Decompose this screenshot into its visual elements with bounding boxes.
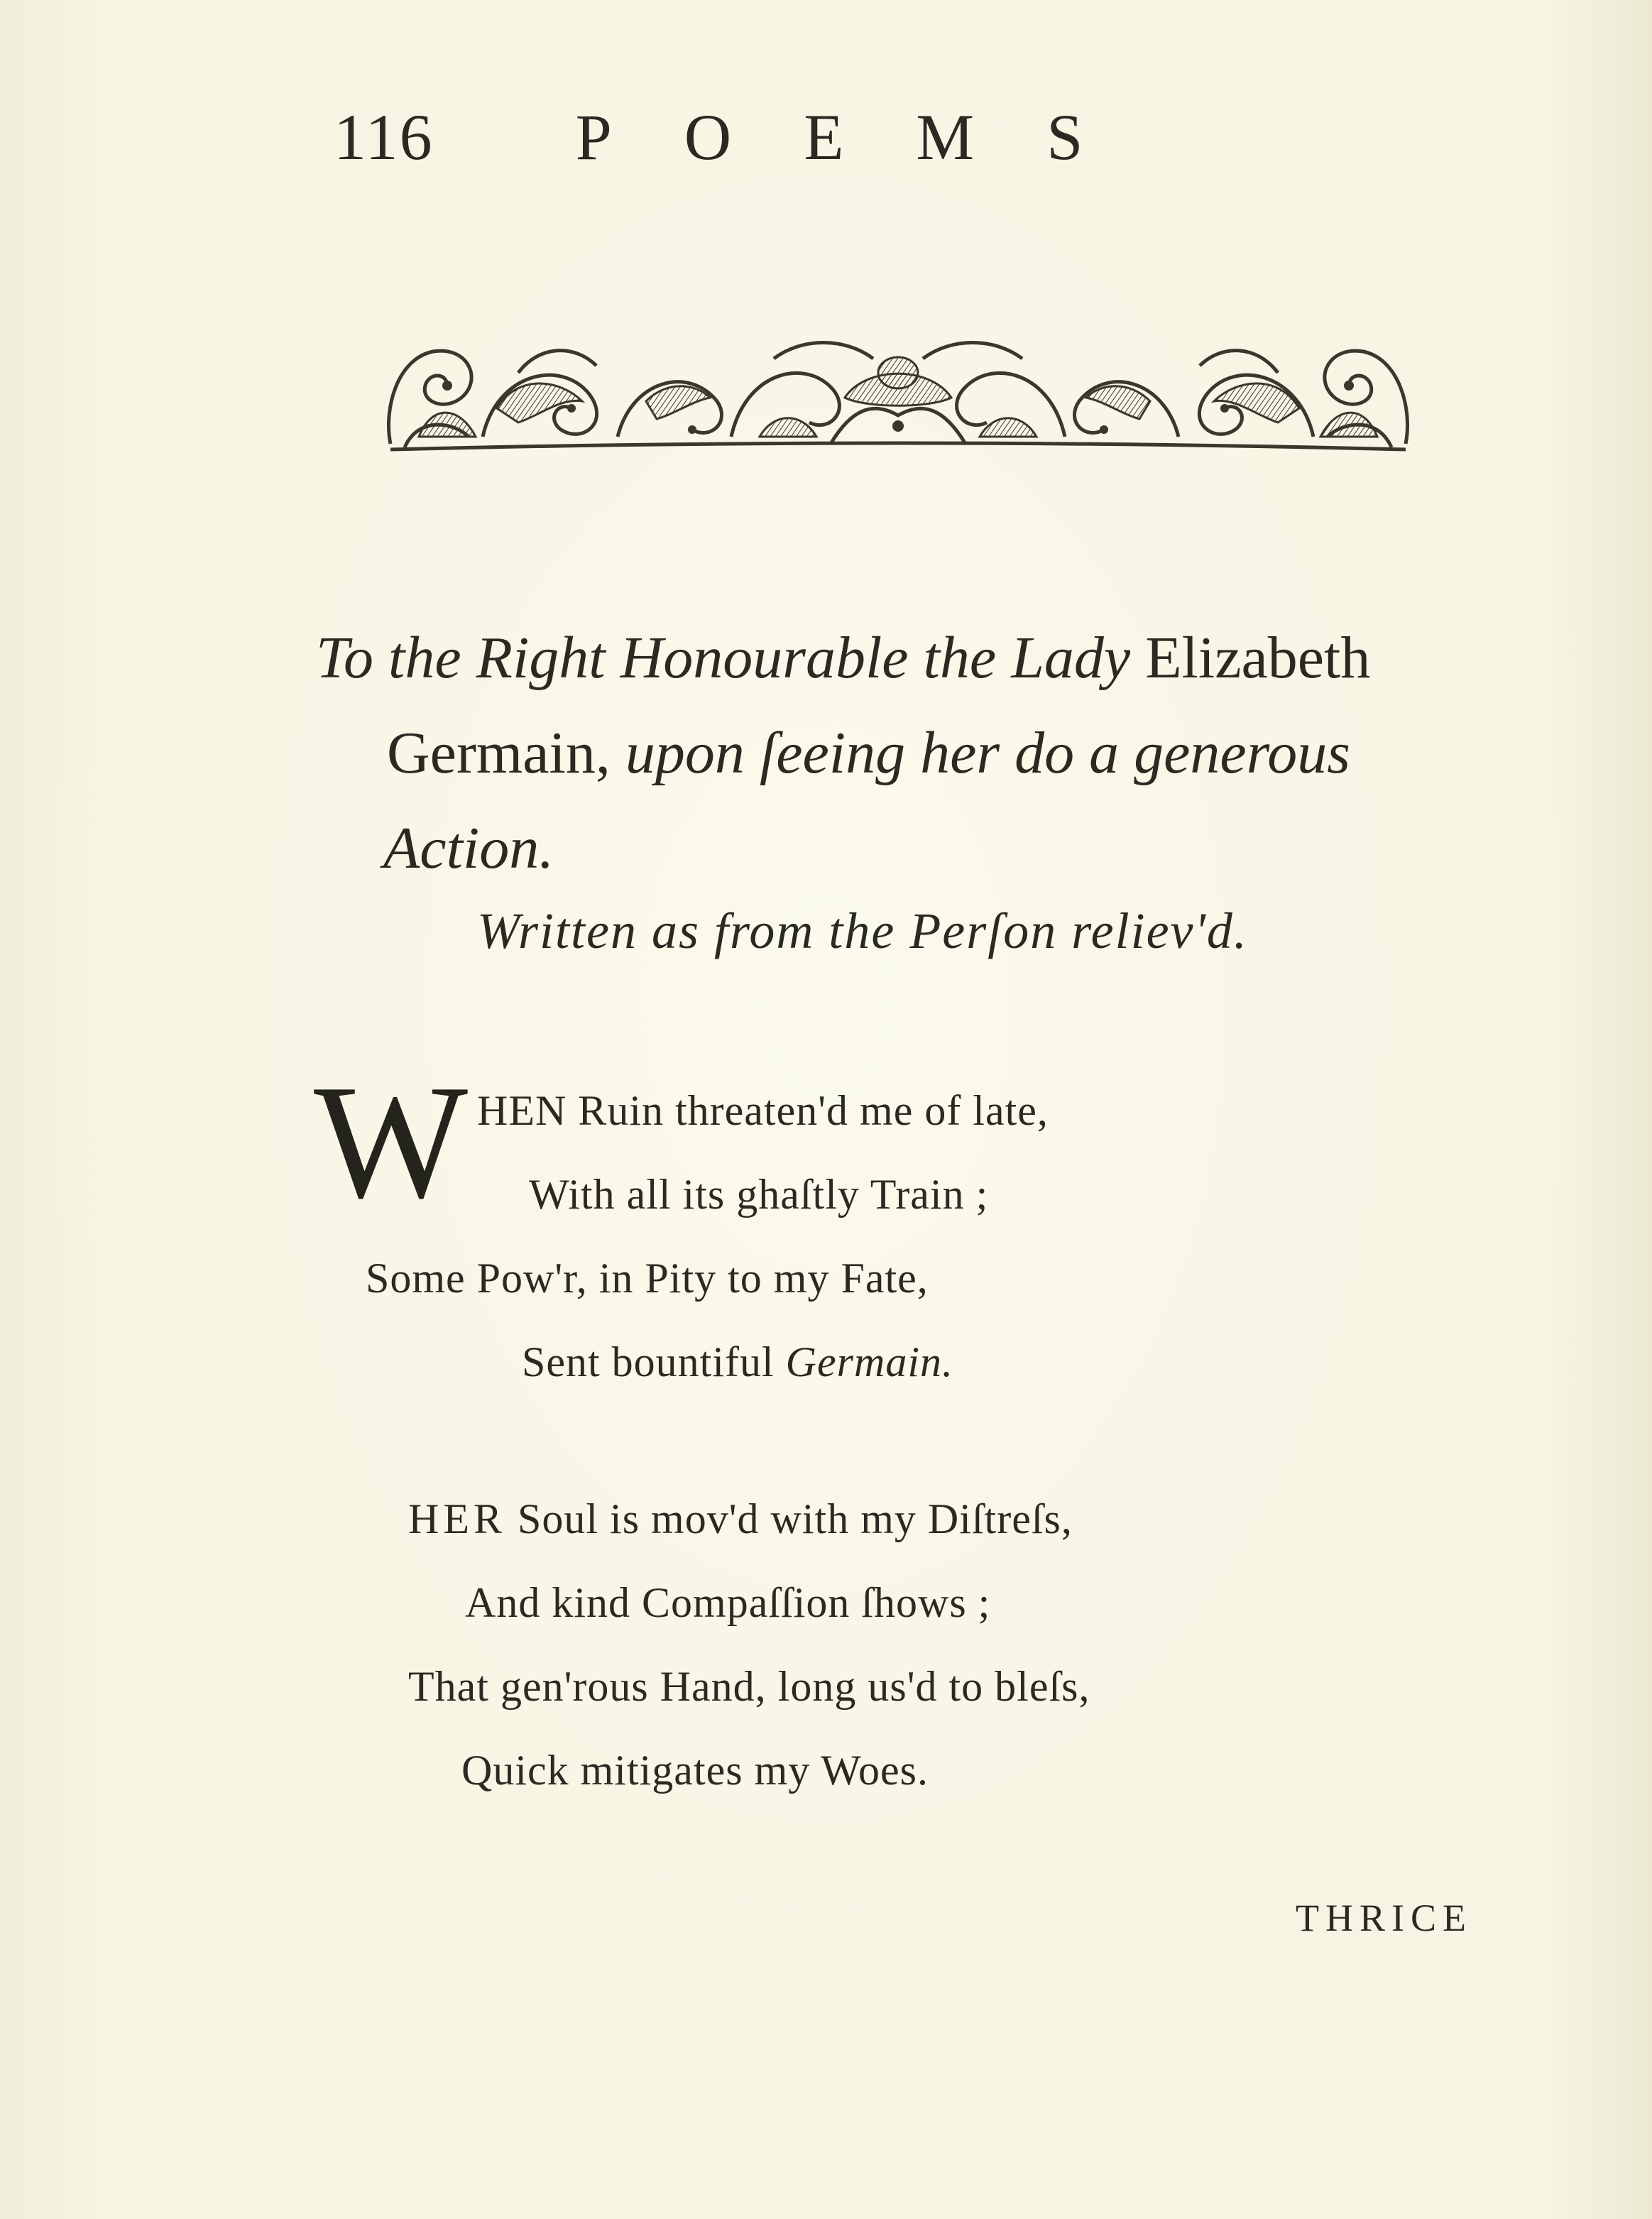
page-number: 116 <box>334 101 434 173</box>
drop-cap: W <box>314 1051 469 1232</box>
verse-line <box>312 1320 1306 1404</box>
verse-line: And kind Compaſſion ſhows ; <box>465 1579 991 1626</box>
floral-headpiece-ornament-icon <box>376 330 1420 469</box>
title-line-1 <box>316 611 1487 706</box>
verse-line: HEN Ruin threaten'd me of late, <box>477 1087 1049 1134</box>
verse-line <box>408 1477 1331 1561</box>
title-line-3 <box>316 801 1487 896</box>
verse-line: That gen'rous Hand, long us'd to bleſs, <box>408 1663 1090 1710</box>
title-line-2 <box>316 706 1487 801</box>
verse-line: With all its ghaſtly Train ; <box>529 1171 989 1218</box>
verse-text: Soul is mov'd with my Diſtreſs, <box>518 1495 1073 1542</box>
verse-italic-name: Germain. <box>785 1339 953 1385</box>
running-title: POEMS <box>575 101 1156 173</box>
poem-subtitle: Written as from the Perſon reliev'd. <box>477 903 1248 959</box>
title-italic-part: Action. <box>383 815 554 881</box>
small-caps-lead: HER <box>408 1495 506 1542</box>
running-head <box>334 99 1155 178</box>
stanza-2 <box>408 1477 1331 1812</box>
stanza-1 <box>312 1051 1306 1404</box>
title-italic-part: upon ſeeing her do a generous <box>625 720 1350 786</box>
verse-line: Some Pow'r, in Pity to my Fate, <box>366 1255 929 1302</box>
catchword: THRICE <box>1296 1897 1472 1939</box>
title-italic-part: To the Right Honourable the Lady <box>316 625 1131 691</box>
title-roman-part: Germain, <box>387 720 611 786</box>
verse-line: Quick mitigates my Woes. <box>461 1747 929 1794</box>
title-roman-part: Elizabeth <box>1145 625 1371 691</box>
poem-title <box>316 611 1487 896</box>
verse-roman-part: Sent bountiful <box>522 1339 775 1385</box>
